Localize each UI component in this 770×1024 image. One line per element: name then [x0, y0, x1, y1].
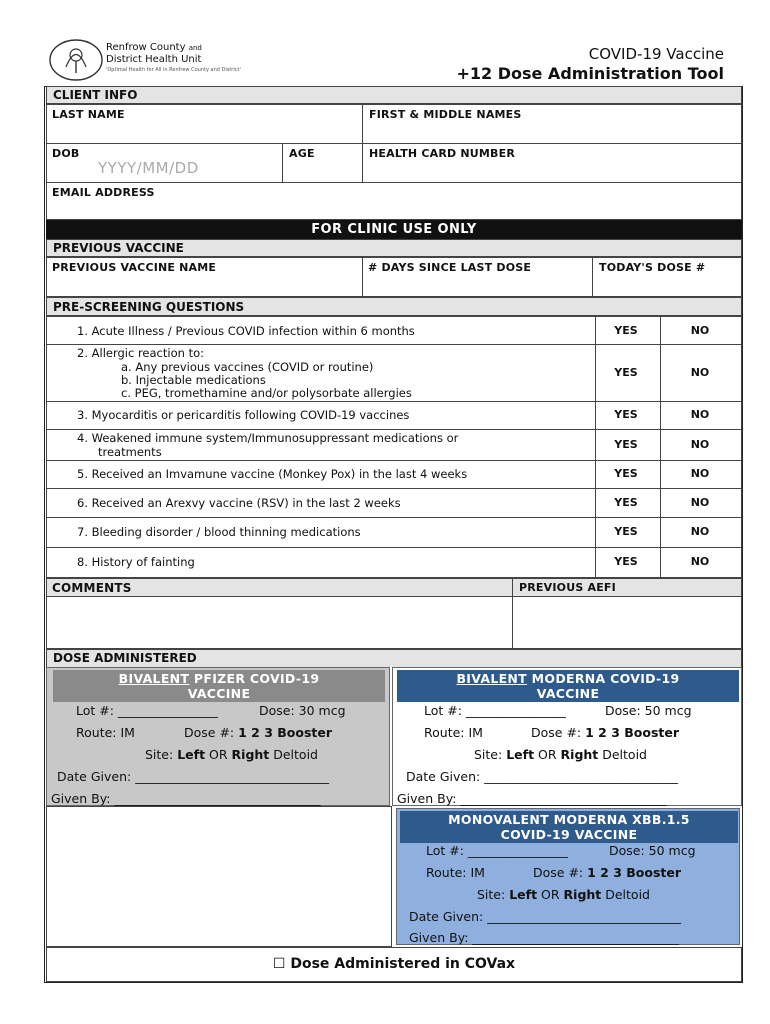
q4-no[interactable]: NO: [690, 438, 710, 451]
todays-dose-field[interactable]: [594, 274, 740, 296]
logo: [46, 37, 106, 83]
q2-yes[interactable]: YES: [614, 366, 638, 379]
monovalent-panel: [396, 808, 740, 945]
question-5: 5. Received an Imvamune vaccine (Monkey Pox) in the last 4 weeks: [77, 467, 468, 481]
todays-dose-label: TODAY'S DOSE #: [599, 261, 706, 274]
moderna-given-by[interactable]: Given By: _________________________________: [397, 791, 667, 806]
q4-yes[interactable]: YES: [614, 438, 638, 451]
q1-yes[interactable]: YES: [614, 324, 638, 337]
email-field[interactable]: [48, 198, 740, 218]
q6-no[interactable]: NO: [690, 496, 710, 509]
q7-yes[interactable]: YES: [614, 525, 638, 538]
dob-label: DOB: [52, 147, 80, 160]
previous-vaccine-name-field[interactable]: [48, 274, 360, 296]
org-name: Renfrow County and District Health Unit 'Optimal Health for All in Renfrew County and District': [106, 42, 241, 73]
question-2a: a. Any previous vaccines (COVID or routine): [121, 360, 374, 374]
mono-site[interactable]: Site: Left OR Right Deltoid: [477, 887, 650, 902]
question-3: 3. Myocarditis or pericarditis following COVID-19 vaccines: [77, 408, 410, 422]
moderna-lot[interactable]: Lot #: ________________: [424, 703, 566, 718]
dose-administered-header: DOSE ADMINISTERED: [46, 649, 742, 667]
prescreen-header: PRE-SCREENING QUESTIONS: [46, 297, 742, 316]
moderna-dose-number[interactable]: Dose #: 1 2 3 Booster: [531, 725, 680, 740]
age-field[interactable]: [284, 160, 360, 180]
email-label: EMAIL ADDRESS: [52, 186, 155, 199]
comments-field[interactable]: [48, 598, 510, 647]
previous-aefi-label: PREVIOUS AEFI: [519, 581, 616, 594]
question-8: 8. History of fainting: [77, 555, 195, 569]
moderna-date-given[interactable]: Date Given: _______________________________: [406, 769, 678, 784]
mono-given-by[interactable]: Given By: _________________________________: [409, 930, 679, 945]
pfizer-given-by[interactable]: Given By: _________________________________: [51, 791, 321, 806]
health-card-field[interactable]: [364, 160, 740, 180]
moderna-route: Route: IM: [424, 725, 483, 740]
clinic-use-banner: FOR CLINIC USE ONLY: [46, 220, 742, 239]
question-4-cont: treatments: [98, 445, 162, 459]
mono-title: MONOVALENT MODERNA XBB.1.5 COVID-19 VACCINE: [448, 812, 690, 842]
covax-checkbox[interactable]: ☐ Dose Administered in COVax: [272, 956, 516, 972]
q3-yes[interactable]: YES: [614, 408, 638, 421]
mono-date-given[interactable]: Date Given: _______________________________: [409, 909, 681, 924]
q5-no[interactable]: NO: [690, 467, 710, 480]
pfizer-date-given[interactable]: Date Given: _______________________________: [57, 769, 329, 784]
comments-label: COMMENTS: [52, 581, 132, 595]
question-6: 6. Received an Arexvy vaccine (RSV) in the last 2 weeks: [77, 496, 401, 510]
mono-lot[interactable]: Lot #: ________________: [426, 843, 568, 858]
pfizer-dose-number[interactable]: Dose #: 1 2 3 Booster: [184, 725, 333, 740]
q8-yes[interactable]: YES: [614, 555, 638, 568]
q2-no[interactable]: NO: [690, 366, 710, 379]
age-label: AGE: [289, 147, 315, 160]
dob-field[interactable]: YYYY/MM/DD: [98, 159, 199, 177]
pfizer-site[interactable]: Site: Left OR Right Deltoid: [145, 747, 318, 762]
mono-dose-number[interactable]: Dose #: 1 2 3 Booster: [533, 865, 682, 880]
pfizer-dose-amount: Dose: 30 mcg: [259, 703, 346, 718]
question-1: 1. Acute Illness / Previous COVID infection within 6 months: [77, 324, 415, 338]
health-card-label: HEALTH CARD NUMBER: [369, 147, 516, 160]
question-7: 7. Bleeding disorder / blood thinning medications: [77, 525, 361, 539]
blank-panel: [46, 806, 392, 947]
q6-yes[interactable]: YES: [614, 496, 638, 509]
q7-no[interactable]: NO: [690, 525, 710, 538]
question-4: 4. Weakened immune system/Immunosuppressant medications or: [77, 431, 459, 445]
previous-aefi-field[interactable]: [514, 598, 740, 647]
moderna-title: BIVALENT MODERNA COVID-19 VACCINE: [456, 671, 680, 701]
question-2: 2. Allergic reaction to:: [77, 346, 204, 360]
days-since-field[interactable]: [364, 274, 590, 296]
first-middle-field[interactable]: [364, 120, 740, 142]
question-2b: b. Injectable medications: [121, 373, 266, 387]
last-name-label: LAST NAME: [52, 108, 125, 121]
pfizer-route: Route: IM: [76, 725, 135, 740]
days-since-label: # DAYS SINCE LAST DOSE: [368, 261, 532, 274]
title-line1: COVID-19 Vaccine: [588, 45, 724, 63]
pfizer-panel: [46, 667, 390, 806]
previous-vaccine-name-label: PREVIOUS VACCINE NAME: [52, 261, 217, 274]
title-line2: +12 Dose Administration Tool: [456, 64, 724, 83]
moderna-bivalent-panel: [392, 667, 742, 806]
first-middle-label: FIRST & MIDDLE NAMES: [369, 108, 522, 121]
question-2c: c. PEG, tromethamine and/or polysorbate allergies: [121, 386, 412, 400]
q5-yes[interactable]: YES: [614, 467, 638, 480]
q3-no[interactable]: NO: [690, 408, 710, 421]
q1-no[interactable]: NO: [690, 324, 710, 337]
pfizer-lot[interactable]: Lot #: ________________: [76, 703, 218, 718]
client-info-header: CLIENT INFO: [46, 86, 742, 104]
mono-dose-amount: Dose: 50 mcg: [609, 843, 696, 858]
pfizer-title: BIVALENT PFIZER COVID-19 VACCINE: [118, 671, 320, 701]
previous-vaccine-header: PREVIOUS VACCINE: [46, 239, 742, 257]
last-name-field[interactable]: [48, 120, 360, 142]
moderna-dose-amount: Dose: 50 mcg: [605, 703, 692, 718]
moderna-site[interactable]: Site: Left OR Right Deltoid: [474, 747, 647, 762]
mono-route: Route: IM: [426, 865, 485, 880]
q8-no[interactable]: NO: [690, 555, 710, 568]
